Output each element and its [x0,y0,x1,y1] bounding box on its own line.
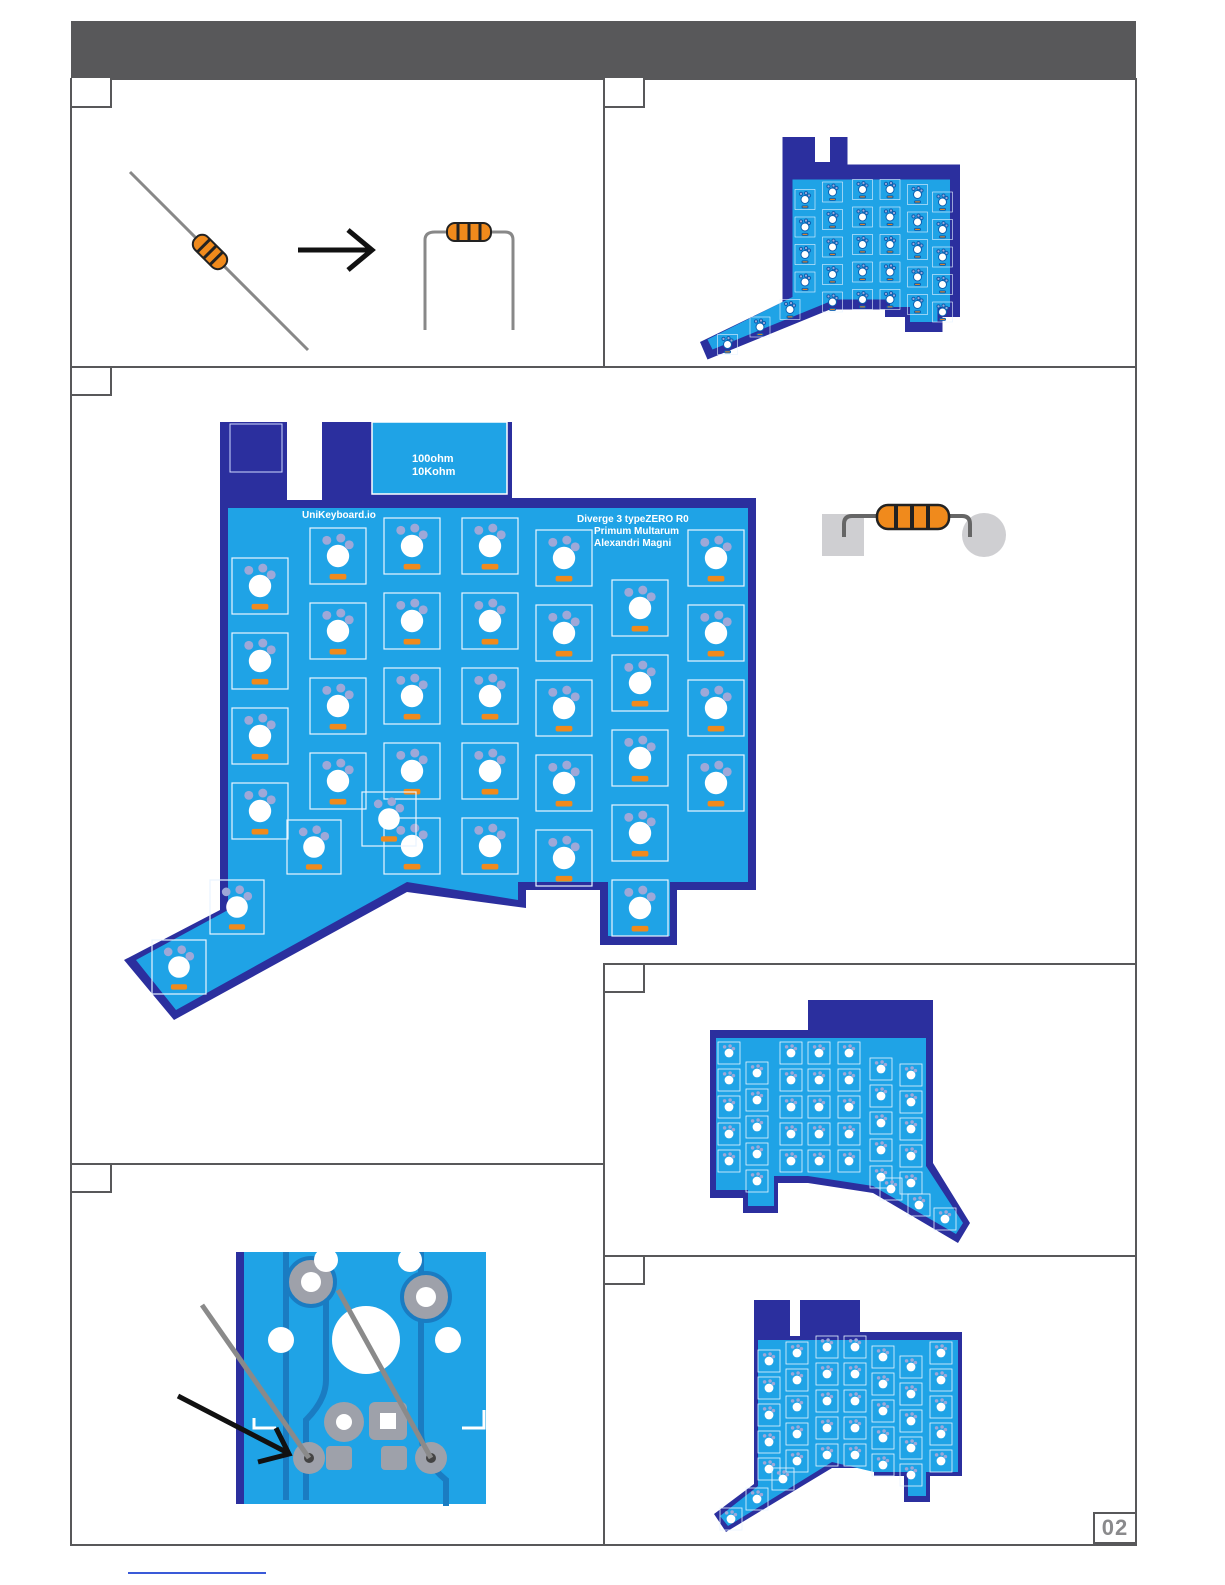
board-title-line2: Primum Multarum [594,526,680,537]
pcb-detailed-view [122,420,758,1022]
divider-top-vertical [603,78,605,368]
arrow-right-icon [298,230,372,270]
resistor-label-100ohm: 100ohm [412,453,454,465]
page-number: 02 [1093,1512,1137,1544]
divider-row1 [70,366,1137,368]
board-title-line1: Diverge 3 typeZERO R0 [577,514,689,525]
brand-silkscreen: UniKeyboard.io [302,510,376,521]
divider-left-bottom [70,1163,605,1165]
step-tab-3 [70,366,112,396]
pcb-angled-view [712,1296,974,1536]
step-tab-5 [70,1163,112,1193]
solder-closeup [176,1250,488,1506]
header-bar [71,21,1136,78]
resistor-label-10kohm: 10Kohm [412,466,456,478]
resistor-bent-flat-icon [822,502,1012,562]
pcb-bottom-view [708,998,972,1248]
step-tab-6 [603,1255,645,1285]
step-tab-1 [70,78,112,108]
resistor-bend-illustration [120,160,540,360]
pcb-overview-small [740,132,1010,362]
divider-right-bottom [603,1255,1137,1257]
step-tab-2 [603,78,645,108]
footer-link-underline[interactable] [128,1572,266,1574]
board-title-line3: Alexandri Magni [594,538,672,549]
